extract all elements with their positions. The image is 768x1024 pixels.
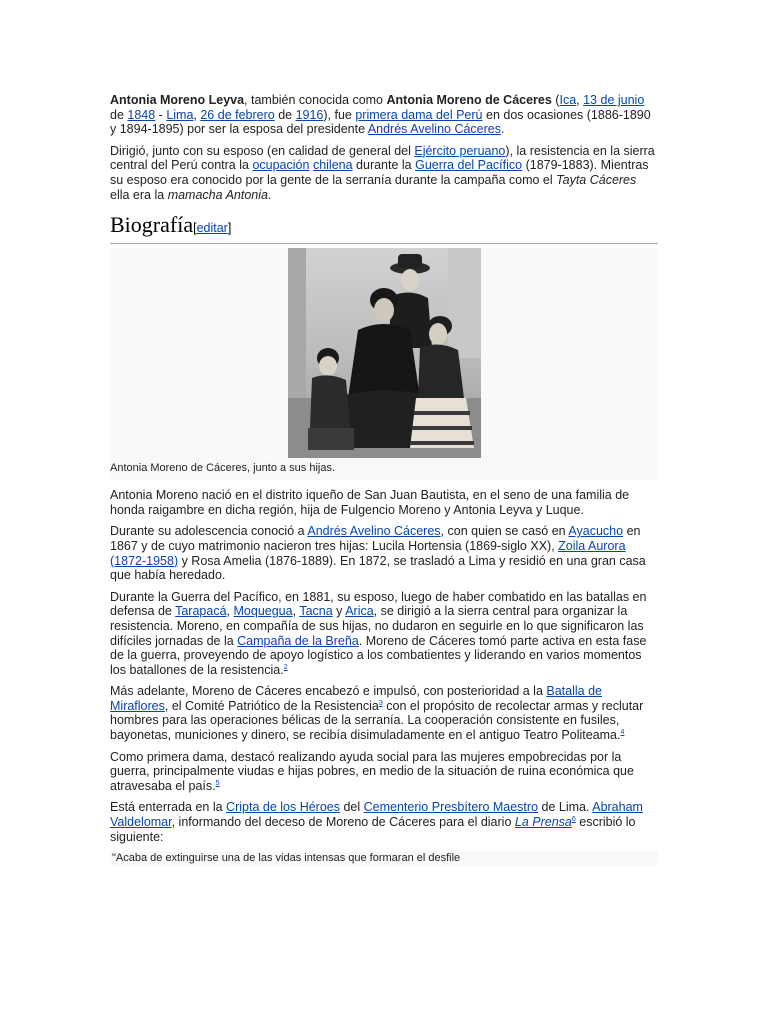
text: . bbox=[267, 187, 272, 202]
link-chilena[interactable]: chilena bbox=[312, 158, 353, 173]
section-heading bbox=[110, 212, 658, 244]
family-photo[interactable] bbox=[288, 248, 481, 458]
figure bbox=[110, 248, 658, 480]
text: , informando del deceso de Moreno de Cáceres para el diario bbox=[171, 815, 515, 830]
link-andres-caceres[interactable]: Andrés Avelino Cáceres bbox=[367, 122, 501, 137]
text: escribió lo siguiente: bbox=[110, 815, 636, 844]
text: , bbox=[576, 93, 584, 107]
text: Como primera dama, destacó realizando ayuda social para las mujeres empobrecidas por la guerra, principalmente viudas e hijas pobres, en medio de la situación de ruina económica que atravesaba el país. bbox=[110, 749, 634, 793]
text: con el propósito de recolectar armas y reclutar hombres para las operaciones bélicas de la serranía. La cooperación consistente en fusiles, bayonetas, municiones y dinero, se recibía disimuladamente en el antiguo Teatro Politeama. bbox=[110, 698, 644, 743]
text: y bbox=[332, 604, 346, 619]
text: ), la resistencia en la sierra central del Perú contra la bbox=[110, 143, 655, 173]
text: ella era la bbox=[110, 187, 168, 202]
text: y Rosa Amelia (1876-1889). En 1872, se trasladó a Lima y residió en una gran casa que había heredado. bbox=[110, 553, 646, 583]
figure-caption: Antonia Moreno de Cáceres, junto a sus hijas. bbox=[110, 462, 336, 475]
text: en 1867 y de cuyo matrimonio nacieron tres hijas: Lucila Hortensia (1869-siglo XX), bbox=[110, 524, 641, 553]
link-tarapaca[interactable]: Tarapacá bbox=[175, 604, 227, 619]
text: en dos ocasiones (1886-1890 y 1894-1895) por ser la esposa del presidente bbox=[110, 107, 651, 137]
paragraph-birth: Antonia Moreno nació en el distrito iqueño de San Juan Bautista, en el seno de una familia de honda raigambre en dicha región, hija de Fulgencio Moreno y Antonia Leyva y Luque. bbox=[110, 488, 630, 517]
reference-link[interactable]: 2 bbox=[283, 663, 288, 671]
link-tacna[interactable]: Tacna bbox=[299, 604, 333, 619]
text: , bbox=[226, 604, 234, 619]
text: , bbox=[193, 107, 201, 122]
link-ayacucho[interactable]: Ayacucho bbox=[568, 524, 624, 539]
reference-link[interactable]: 6 bbox=[571, 815, 576, 823]
reference-link[interactable]: 5 bbox=[215, 779, 220, 787]
text: . bbox=[501, 122, 505, 137]
link-cementerio[interactable]: Cementerio Presbítero Maestro bbox=[363, 800, 539, 815]
text: , bbox=[292, 604, 300, 619]
subject-name: Antonia Moreno Leyva bbox=[110, 93, 245, 107]
text: , también conocida como bbox=[244, 93, 387, 107]
text: de bbox=[274, 107, 296, 122]
text: ( bbox=[551, 93, 560, 107]
text: de Lima. bbox=[538, 800, 593, 815]
text: Durante la Guerra del Pacífico, en 1881, su esposo, luego de haber combatido en las batallas en defensa de bbox=[110, 589, 647, 619]
link-13-junio[interactable]: 13 de junio bbox=[583, 93, 645, 107]
link-ejercito-peruano[interactable]: Ejército peruano bbox=[414, 143, 506, 158]
link-campana-brena[interactable]: Campaña de la Breña bbox=[237, 633, 359, 648]
link-zoila-aurora[interactable]: Zoila Aurora (1872-1958) bbox=[110, 538, 626, 568]
text: , el Comité Patriótico de la Resistencia bbox=[164, 698, 379, 713]
reference-link[interactable]: 3 bbox=[378, 699, 383, 707]
link-arica[interactable]: Arica bbox=[345, 604, 374, 619]
text: , con quien se casó en bbox=[440, 524, 569, 539]
text: - bbox=[155, 107, 167, 122]
subject-alt-name: Antonia Moreno de Cáceres bbox=[386, 93, 552, 107]
edit-link[interactable]: editar bbox=[196, 221, 228, 236]
intro-paragraph-2 bbox=[110, 144, 658, 202]
link-cripta-heroes[interactable]: Cripta de los Héroes bbox=[226, 800, 340, 815]
paragraph-war bbox=[110, 590, 658, 678]
bracket: [ bbox=[193, 221, 197, 236]
text: del bbox=[340, 800, 364, 815]
link-ica[interactable]: Ica bbox=[559, 93, 577, 107]
text: Durante su adolescencia conoció a bbox=[110, 524, 308, 539]
paragraph-first-lady bbox=[110, 750, 658, 794]
section-title: Biografía bbox=[110, 212, 194, 238]
article-body bbox=[110, 93, 658, 866]
bracket: ] bbox=[227, 221, 232, 236]
section-edit bbox=[193, 221, 231, 235]
text: , se dirigió a la sierra central para organizar la resistencia. Moreno, en compañía de sus hijas, no dudaron en seguirle en lo que significaron las difíciles jornadas de la bbox=[110, 604, 644, 648]
link-primera-dama[interactable]: primera dama del Perú bbox=[355, 107, 483, 122]
link-andres-caceres-2[interactable]: Andrés Avelino Cáceres bbox=[307, 524, 441, 539]
quote-block: "Acaba de extinguirse una de las vidas intensas que formaran el desfile bbox=[110, 851, 658, 866]
link-guerra-pacifico[interactable]: Guerra del Pacífico bbox=[415, 158, 523, 173]
link-moquegua[interactable]: Moquegua bbox=[233, 604, 293, 619]
link-la-prensa[interactable]: La Prensa bbox=[514, 815, 572, 830]
text: ), fue bbox=[323, 107, 356, 122]
link-batalla-miraflores[interactable]: Batalla de Miraflores bbox=[110, 684, 602, 713]
text: (1879-1883). Mientras su esposo era conocido por la gente de la serranía durante la campaña como el bbox=[110, 158, 649, 187]
text: Dirigió, junto con su esposo (en calidad de general del bbox=[110, 143, 415, 158]
link-abraham-valdelomar[interactable]: Abraham Valdelomar bbox=[110, 800, 643, 830]
text: . Moreno de Cáceres tomó parte activa en esta fase de la guerra, proveyendo de apoyo logístico a los combatientes y liderando en varios momentos los batallones de la resistencia. bbox=[110, 633, 647, 677]
paragraph-burial bbox=[110, 800, 658, 844]
reference-link[interactable]: 4 bbox=[620, 728, 625, 736]
link-1916[interactable]: 1916 bbox=[295, 107, 324, 122]
text: Está enterrada en la bbox=[110, 800, 227, 815]
link-ocupacion[interactable]: ocupación bbox=[252, 158, 310, 173]
link-1848[interactable]: 1848 bbox=[127, 107, 156, 122]
paragraph-committee bbox=[110, 684, 658, 742]
emphasis-tayta: Tayta Cáceres bbox=[556, 172, 637, 187]
text: durante la bbox=[352, 158, 416, 173]
text: Más adelante, Moreno de Cáceres encabezó e impulsó, con posterioridad a la bbox=[110, 684, 547, 699]
link-lima[interactable]: Lima bbox=[166, 107, 194, 122]
link-26-febrero[interactable]: 26 de febrero bbox=[200, 107, 275, 122]
paragraph-marriage bbox=[110, 524, 658, 582]
intro-paragraph bbox=[110, 93, 658, 137]
emphasis-mamacha: mamacha Antonia bbox=[167, 187, 268, 202]
text: de bbox=[110, 107, 128, 122]
